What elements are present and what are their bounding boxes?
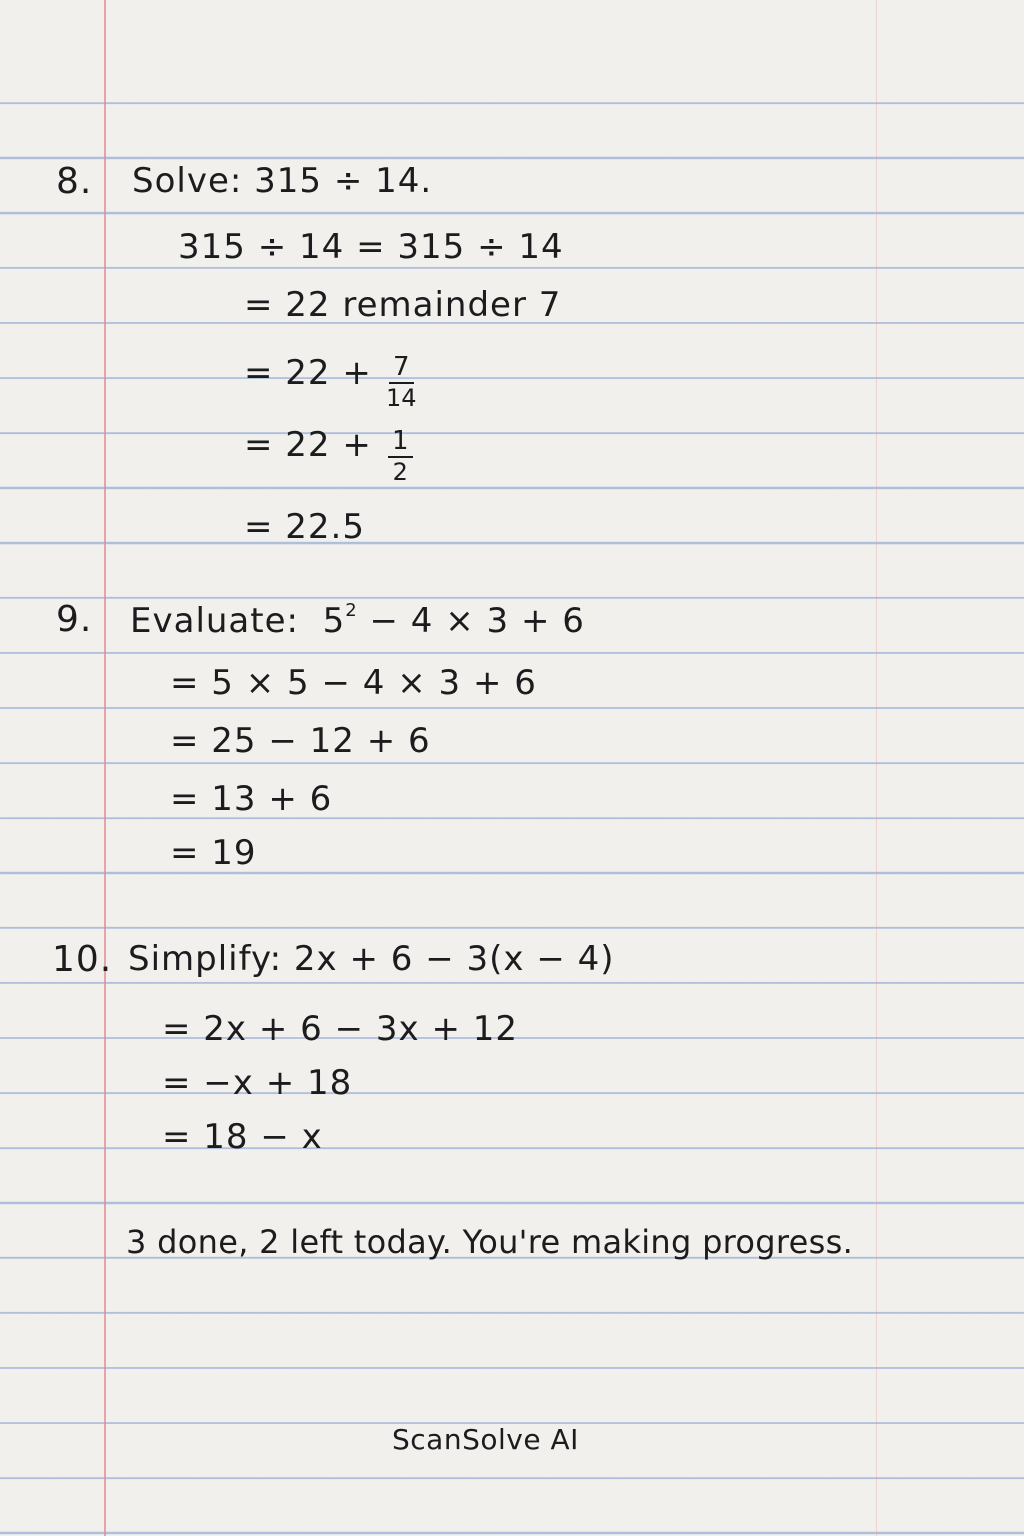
- problem-10-step-2: = −x + 18: [162, 1063, 353, 1103]
- problem-8-step-2: = 22 remainder 7: [244, 285, 562, 325]
- problem-9-step-4: = 19: [170, 833, 257, 873]
- problem-8-number: 8.: [56, 161, 93, 202]
- problem-9-step-1: = 5 × 5 − 4 × 3 + 6: [170, 663, 537, 703]
- problem-9-step-3: = 13 + 6: [170, 779, 333, 819]
- margin-line: [104, 0, 106, 1536]
- problem-8-step-1: 315 ÷ 14 = 315 ÷ 14: [178, 227, 564, 267]
- problem-9-exponent: 2: [345, 600, 358, 621]
- problem-8-step-5: = 22.5: [244, 507, 365, 547]
- problem-9-prompt: [130, 600, 585, 641]
- problem-9-rest: − 4 × 3 + 6: [369, 601, 585, 641]
- problem-10-step-3: = 18 − x: [162, 1117, 323, 1157]
- fraction-7-14: [386, 354, 417, 410]
- problem-9-base: 5: [322, 601, 346, 641]
- fraction-denominator: 14: [386, 384, 417, 412]
- problem-8-step-3: = 22 +: [244, 353, 372, 393]
- fraction-1-2: [388, 428, 413, 484]
- fraction-numerator: 1: [388, 428, 413, 458]
- fraction-numerator: 7: [389, 354, 414, 384]
- problem-10-number: 10.: [52, 939, 113, 980]
- progress-note: 3 done, 2 left today. You're making progress.: [126, 1223, 854, 1261]
- problem-9-number: 9.: [56, 599, 93, 640]
- footer-brand: ScanSolve AI: [392, 1423, 579, 1456]
- right-guide-line: [876, 0, 877, 1536]
- problem-9-step-2: = 25 − 12 + 6: [170, 721, 431, 761]
- fraction-denominator: 2: [392, 458, 408, 486]
- problem-8-step-4: = 22 +: [244, 425, 372, 465]
- problem-10-step-1: = 2x + 6 − 3x + 12: [162, 1009, 519, 1049]
- problem-10-prompt: Simplify: 2x + 6 − 3(x − 4): [128, 939, 615, 979]
- problem-8-prompt: Solve: 315 ÷ 14.: [132, 161, 433, 201]
- problem-9-label: Evaluate:: [130, 601, 299, 641]
